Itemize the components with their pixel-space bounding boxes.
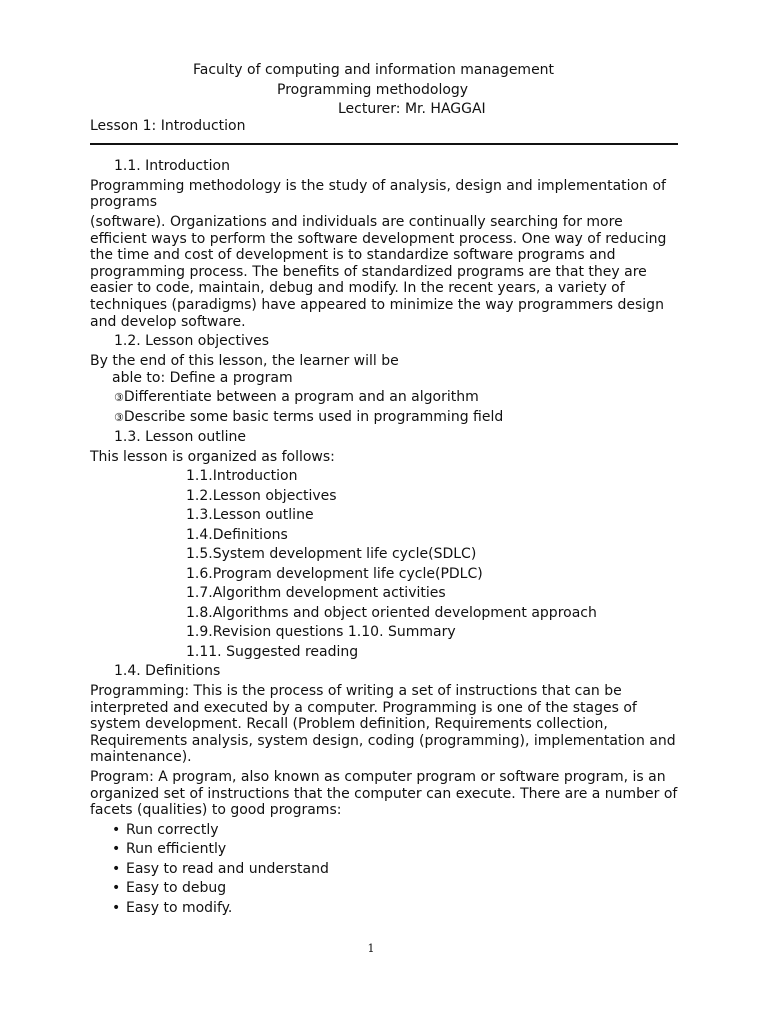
heading-definitions: 1.4. Definitions (114, 663, 221, 679)
objective-item (114, 389, 479, 406)
objectives-intro: By the end of this lesson, the learner will be (90, 353, 399, 369)
lesson-title: Lesson 1: Introduction (90, 118, 246, 134)
outline-intro: This lesson is organized as follows: (90, 449, 335, 465)
facet-text: Run efficiently (126, 841, 227, 857)
intro-line-1: Programming methodology is the study of analysis, design and implementation of (90, 178, 666, 194)
intro-line-2: programs (90, 194, 158, 210)
objective-item (114, 409, 503, 426)
facet-item (112, 861, 329, 878)
outline-item: 1.6.Program development life cycle(PDLC) (186, 566, 483, 582)
facet-text: Easy to modify. (126, 900, 233, 916)
outline-item: 1.4.Definitions (186, 527, 288, 543)
outline-item: 1.3.Lesson outline (186, 507, 314, 523)
facet-text: Run correctly (126, 822, 219, 838)
facet-item (112, 900, 232, 917)
header-divider (90, 143, 678, 145)
outline-item: 1.1.Introduction (186, 468, 298, 484)
outline-item: 1.8.Algorithms and object oriented development approach (186, 605, 597, 621)
outline-item: 1.9.Revision questions 1.10. Summary (186, 624, 456, 640)
outline-item: 1.11. Suggested reading (186, 644, 359, 660)
heading-lesson-outline: 1.3. Lesson outline (114, 429, 247, 445)
bullet-icon: • (112, 861, 121, 877)
objective-marker-icon: ③ (114, 411, 124, 424)
objectives-able-to: able to: Define a program (112, 370, 293, 386)
definition-programming: Programming: This is the process of writing a set of instructions that can be interpreted and executed by a computer. Programming is one of the stages of system development. Recall (Problem definition, Requirements collection, Requirements analysis, system design, coding (programming), implementation and maintenance). (90, 683, 676, 766)
heading-introduction: 1.1. Introduction (114, 158, 230, 174)
outline-item: 1.2.Lesson objectives (186, 488, 337, 504)
bullet-icon: • (112, 880, 121, 896)
facet-item (112, 822, 219, 839)
lecturer-name: Lecturer: Mr. HAGGAI (338, 101, 486, 117)
bullet-icon: • (112, 900, 121, 916)
page-number: 1 (367, 942, 375, 955)
heading-lesson-objectives: 1.2. Lesson objectives (114, 333, 270, 349)
objective-text: Describe some basic terms used in programming field (123, 409, 504, 425)
objective-marker-icon: ③ (114, 391, 124, 404)
facet-text: Easy to read and understand (126, 861, 329, 877)
intro-paragraph: (software). Organizations and individuals are continually searching for more efficient ways to perform the software development process. One way of reducing the time and cost of development is to standardize software programs and programming process. The benefits of standardized programs are that they are easier to code, maintain, debug and modify. In the recent years, a variety of techniques (paradigms) have appeared to minimize the way programmers design and develop software. (90, 214, 667, 330)
faculty-title: Faculty of computing and information management (193, 62, 555, 78)
outline-item: 1.7.Algorithm development activities (186, 585, 446, 601)
facet-item (112, 880, 226, 897)
facet-item (112, 841, 226, 858)
bullet-icon: • (112, 841, 121, 857)
definition-program: Program: A program, also known as computer program or software program, is an organized set of instructions that the computer can execute. There are a number of facets (qualities) to good programs: (90, 769, 678, 819)
bullet-icon: • (112, 822, 121, 838)
objective-text: Differentiate between a program and an algorithm (123, 389, 479, 405)
facet-text: Easy to debug (126, 880, 227, 896)
course-title: Programming methodology (277, 82, 469, 98)
outline-item: 1.5.System development life cycle(SDLC) (186, 546, 477, 562)
